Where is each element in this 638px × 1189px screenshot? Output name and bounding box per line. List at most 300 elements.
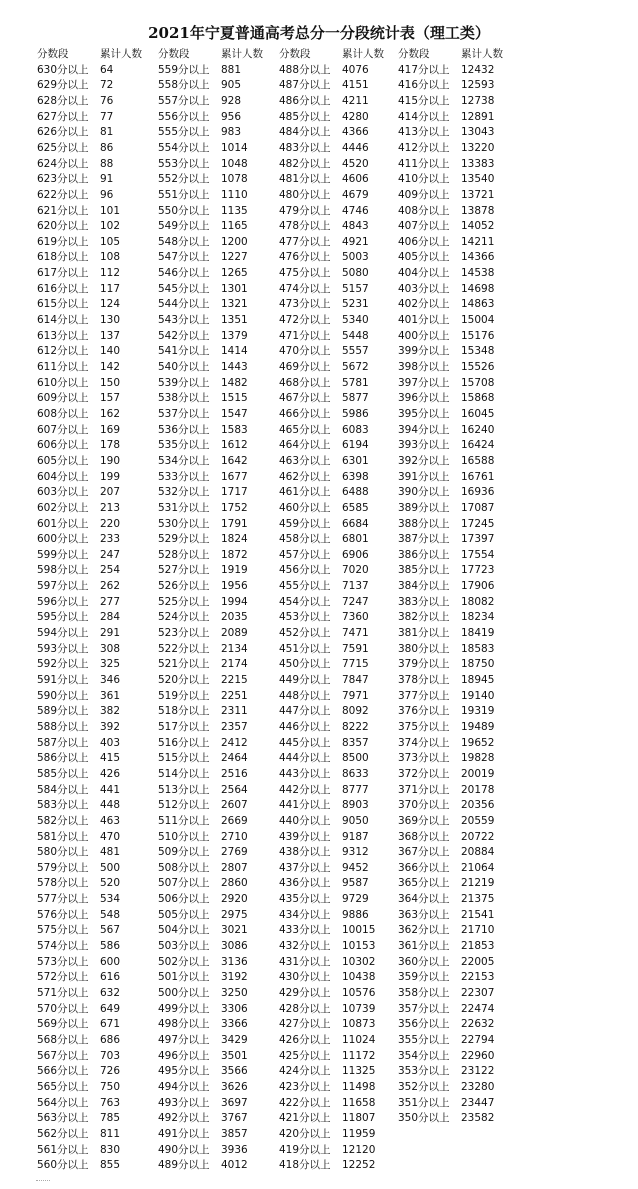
count-cell: 2412 xyxy=(221,736,248,749)
score-cell: 385分以上 xyxy=(398,564,450,577)
count-cell: 4520 xyxy=(342,157,369,170)
count-cell: 190 xyxy=(100,454,121,467)
score-cell: 537分以上 xyxy=(158,407,210,420)
score-cell: 427分以上 xyxy=(279,1018,331,1031)
count-cell: 8500 xyxy=(342,752,369,765)
count-cell: 1078 xyxy=(221,173,248,186)
count-cell: 16045 xyxy=(461,407,495,420)
count-cell: 3136 xyxy=(221,955,248,968)
score-cell: 542分以上 xyxy=(158,329,210,342)
score-cell: 629分以上 xyxy=(37,79,89,92)
score-cell: 460分以上 xyxy=(279,501,331,514)
score-cell: 365分以上 xyxy=(398,877,450,890)
count-cell: 4280 xyxy=(342,110,369,123)
count-cell: 3501 xyxy=(221,1049,248,1062)
score-cell: 521分以上 xyxy=(158,658,210,671)
count-cell: 2860 xyxy=(221,877,248,890)
count-cell: 5231 xyxy=(342,298,369,311)
count-cell: 150 xyxy=(100,376,121,389)
count-cell: 7360 xyxy=(342,611,369,624)
score-cell: 603分以上 xyxy=(37,486,89,499)
score-cell: 592分以上 xyxy=(37,658,89,671)
score-cell: 422分以上 xyxy=(279,1096,331,1109)
count-cell: 19319 xyxy=(461,705,495,718)
score-cell: 522分以上 xyxy=(158,642,210,655)
count-cell: 1048 xyxy=(221,157,248,170)
score-cell: 412分以上 xyxy=(398,141,450,154)
score-cell: 415分以上 xyxy=(398,94,450,107)
score-cell: 590分以上 xyxy=(37,689,89,702)
score-cell: 562分以上 xyxy=(37,1127,89,1140)
score-cell: 477分以上 xyxy=(279,235,331,248)
count-cell: 500 xyxy=(100,861,121,874)
score-cell: 608分以上 xyxy=(37,407,89,420)
count-cell: 5448 xyxy=(342,329,369,342)
count-cell: 785 xyxy=(100,1112,121,1125)
score-cell: 466分以上 xyxy=(279,407,331,420)
count-cell: 19828 xyxy=(461,752,495,765)
score-cell: 621分以上 xyxy=(37,204,89,217)
count-cell: 11658 xyxy=(342,1096,376,1109)
score-cell: 417分以上 xyxy=(398,63,450,76)
score-cell: 384分以上 xyxy=(398,580,450,593)
score-cell: 360分以上 xyxy=(398,955,450,968)
score-cell: 536分以上 xyxy=(158,423,210,436)
score-cell: 424分以上 xyxy=(279,1065,331,1078)
count-cell: 16240 xyxy=(461,423,495,436)
count-cell: 10739 xyxy=(342,1002,376,1015)
count-cell: 4151 xyxy=(342,79,369,92)
score-cell: 614分以上 xyxy=(37,314,89,327)
count-cell: 18750 xyxy=(461,658,495,671)
score-cell: 414分以上 xyxy=(398,110,450,123)
score-cell: 576分以上 xyxy=(37,908,89,921)
header-score: 分数段 xyxy=(398,48,430,60)
score-cell: 439分以上 xyxy=(279,830,331,843)
count-cell: 124 xyxy=(100,298,121,311)
count-cell: 12120 xyxy=(342,1143,376,1156)
count-cell: 703 xyxy=(100,1049,121,1062)
count-cell: 361 xyxy=(100,689,121,702)
score-cell: 375分以上 xyxy=(398,720,450,733)
score-cell: 596分以上 xyxy=(37,595,89,608)
count-cell: 8357 xyxy=(342,736,369,749)
count-cell: 23280 xyxy=(461,1080,495,1093)
count-cell: 1301 xyxy=(221,282,248,295)
count-cell: 96 xyxy=(100,188,114,201)
count-cell: 18945 xyxy=(461,674,495,686)
count-cell: 3366 xyxy=(221,1018,248,1031)
score-cell: 561分以上 xyxy=(37,1143,89,1156)
count-cell: 1351 xyxy=(221,314,248,327)
score-cell: 623分以上 xyxy=(37,173,89,186)
score-cell: 502分以上 xyxy=(158,955,210,968)
count-cell: 1612 xyxy=(221,439,248,452)
count-cell: 392 xyxy=(100,720,121,733)
count-cell: 1135 xyxy=(221,204,248,217)
score-cell: 555分以上 xyxy=(158,126,210,139)
score-cell: 447分以上 xyxy=(279,705,331,718)
count-cell: 108 xyxy=(100,251,121,264)
count-cell: 8092 xyxy=(342,705,369,718)
score-cell: 519分以上 xyxy=(158,689,210,702)
count-cell: 21375 xyxy=(461,893,495,906)
score-cell: 425分以上 xyxy=(279,1049,331,1062)
score-cell: 572分以上 xyxy=(37,971,89,984)
count-cell: 7847 xyxy=(342,674,369,686)
count-cell: 3192 xyxy=(221,971,248,984)
score-cell: 488分以上 xyxy=(279,63,331,76)
count-cell: 6398 xyxy=(342,470,369,483)
count-cell: 671 xyxy=(100,1018,121,1031)
score-cell: 381分以上 xyxy=(398,627,450,640)
count-cell: 6684 xyxy=(342,517,369,530)
score-cell: 607分以上 xyxy=(37,423,89,436)
count-cell: 86 xyxy=(100,141,114,154)
score-cell: 404分以上 xyxy=(398,267,450,280)
score-cell: 605分以上 xyxy=(37,454,89,467)
score-cell: 499分以上 xyxy=(158,1002,210,1015)
score-cell: 350分以上 xyxy=(398,1112,450,1125)
count-cell: 12593 xyxy=(461,79,495,92)
score-cell: 368分以上 xyxy=(398,830,450,843)
count-cell: 16936 xyxy=(461,486,495,499)
count-cell: 3767 xyxy=(221,1112,248,1125)
count-cell: 16424 xyxy=(461,439,495,452)
score-cell: 530分以上 xyxy=(158,517,210,530)
score-cell: 416分以上 xyxy=(398,79,450,92)
score-cell: 405分以上 xyxy=(398,251,450,264)
score-cell: 483分以上 xyxy=(279,141,331,154)
score-cell: 387分以上 xyxy=(398,533,450,546)
count-cell: 7471 xyxy=(342,627,369,640)
count-cell: 21710 xyxy=(461,924,495,937)
score-cell: 524分以上 xyxy=(158,611,210,624)
score-cell: 429分以上 xyxy=(279,987,331,999)
score-cell: 353分以上 xyxy=(398,1065,450,1078)
score-cell: 373分以上 xyxy=(398,752,450,765)
count-cell: 2975 xyxy=(221,908,248,921)
count-cell: 15176 xyxy=(461,329,495,342)
score-cell: 532分以上 xyxy=(158,486,210,499)
score-cell: 493分以上 xyxy=(158,1096,210,1109)
score-cell: 470分以上 xyxy=(279,345,331,358)
count-cell: 325 xyxy=(100,658,121,671)
score-cell: 501分以上 xyxy=(158,971,210,984)
count-cell: 213 xyxy=(100,501,121,514)
count-cell: 19652 xyxy=(461,736,495,749)
count-cell: 1994 xyxy=(221,595,248,608)
count-cell: 22632 xyxy=(461,1018,495,1031)
count-cell: 2251 xyxy=(221,689,248,702)
count-cell: 3566 xyxy=(221,1065,248,1078)
count-cell: 4012 xyxy=(221,1159,248,1172)
score-cell: 518分以上 xyxy=(158,705,210,718)
score-cell: 610分以上 xyxy=(37,376,89,389)
count-cell: 1956 xyxy=(221,580,248,593)
score-cell: 523分以上 xyxy=(158,627,210,640)
score-cell: 374分以上 xyxy=(398,736,450,749)
count-cell: 277 xyxy=(100,595,121,608)
header-count: 累计人数 xyxy=(100,48,142,60)
score-cell: 552分以上 xyxy=(158,173,210,186)
score-cell: 480分以上 xyxy=(279,188,331,201)
score-cell: 563分以上 xyxy=(37,1112,89,1125)
count-cell: 548 xyxy=(100,908,121,921)
score-cell: 600分以上 xyxy=(37,533,89,546)
score-cell: 438分以上 xyxy=(279,846,331,859)
score-cell: 397分以上 xyxy=(398,376,450,389)
count-cell: 4366 xyxy=(342,126,369,139)
score-cell: 454分以上 xyxy=(279,595,331,608)
score-cell: 503分以上 xyxy=(158,940,210,953)
count-cell: 11172 xyxy=(342,1049,376,1062)
count-cell: 905 xyxy=(221,79,242,92)
score-cell: 363分以上 xyxy=(398,908,450,921)
score-cell: 516分以上 xyxy=(158,736,210,749)
score-cell: 357分以上 xyxy=(398,1002,450,1015)
score-cell: 547分以上 xyxy=(158,251,210,264)
count-cell: 17245 xyxy=(461,517,495,530)
score-cell: 428分以上 xyxy=(279,1002,331,1015)
score-cell: 495分以上 xyxy=(158,1065,210,1078)
count-cell: 102 xyxy=(100,220,121,233)
score-cell: 449分以上 xyxy=(279,674,331,686)
score-cell: 458分以上 xyxy=(279,533,331,546)
count-cell: 5003 xyxy=(342,251,369,264)
score-cell: 352分以上 xyxy=(398,1080,450,1093)
score-cell: 513分以上 xyxy=(158,783,210,796)
score-cell: 617分以上 xyxy=(37,267,89,280)
score-cell: 622分以上 xyxy=(37,188,89,201)
score-cell: 598分以上 xyxy=(37,564,89,577)
count-cell: 7020 xyxy=(342,564,369,577)
score-cell: 409分以上 xyxy=(398,188,450,201)
score-cell: 534分以上 xyxy=(158,454,210,467)
count-cell: 11807 xyxy=(342,1112,376,1125)
header-count: 累计人数 xyxy=(342,48,384,60)
count-cell: 763 xyxy=(100,1096,121,1109)
count-cell: 983 xyxy=(221,126,242,139)
count-cell: 9587 xyxy=(342,877,369,890)
score-cell: 505分以上 xyxy=(158,908,210,921)
score-cell: 554分以上 xyxy=(158,141,210,154)
count-cell: 22005 xyxy=(461,955,495,968)
score-cell: 461分以上 xyxy=(279,486,331,499)
score-cell: 388分以上 xyxy=(398,517,450,530)
score-cell: 448分以上 xyxy=(279,689,331,702)
score-cell: 465分以上 xyxy=(279,423,331,436)
count-cell: 2564 xyxy=(221,783,248,796)
count-cell: 3857 xyxy=(221,1127,248,1140)
count-cell: 4446 xyxy=(342,141,369,154)
count-cell: 8903 xyxy=(342,799,369,812)
count-cell: 1200 xyxy=(221,235,248,248)
score-cell: 571分以上 xyxy=(37,987,89,999)
count-cell: 101 xyxy=(100,204,121,217)
count-cell: 220 xyxy=(100,517,121,530)
count-cell: 12432 xyxy=(461,63,495,76)
count-cell: 13878 xyxy=(461,204,495,217)
count-cell: 520 xyxy=(100,877,121,890)
score-cell: 586分以上 xyxy=(37,752,89,765)
score-cell: 606分以上 xyxy=(37,439,89,452)
score-cell: 515分以上 xyxy=(158,752,210,765)
count-cell: 3697 xyxy=(221,1096,248,1109)
score-cell: 517分以上 xyxy=(158,720,210,733)
score-cell: 370分以上 xyxy=(398,799,450,812)
score-cell: 588分以上 xyxy=(37,720,89,733)
score-cell: 382分以上 xyxy=(398,611,450,624)
score-cell: 433分以上 xyxy=(279,924,331,937)
header-score: 分数段 xyxy=(158,48,190,60)
score-cell: 615分以上 xyxy=(37,298,89,311)
score-cell: 525分以上 xyxy=(158,595,210,608)
count-cell: 16588 xyxy=(461,454,495,467)
score-cell: 538分以上 xyxy=(158,392,210,405)
count-cell: 1014 xyxy=(221,141,248,154)
count-cell: 20178 xyxy=(461,783,495,796)
score-cell: 511分以上 xyxy=(158,814,210,827)
score-cell: 526分以上 xyxy=(158,580,210,593)
score-cell: 541分以上 xyxy=(158,345,210,358)
count-cell: 6906 xyxy=(342,548,369,561)
score-cell: 362分以上 xyxy=(398,924,450,937)
count-cell: 2516 xyxy=(221,767,248,780)
count-cell: 2215 xyxy=(221,674,248,686)
score-cell: 567分以上 xyxy=(37,1049,89,1062)
count-cell: 3306 xyxy=(221,1002,248,1015)
score-cell: 578分以上 xyxy=(37,877,89,890)
score-cell: 591分以上 xyxy=(37,674,89,686)
count-cell: 13220 xyxy=(461,141,495,154)
score-cell: 587分以上 xyxy=(37,736,89,749)
count-cell: 15004 xyxy=(461,314,495,327)
score-cell: 487分以上 xyxy=(279,79,331,92)
score-cell: 628分以上 xyxy=(37,94,89,107)
score-cell: 386分以上 xyxy=(398,548,450,561)
count-cell: 23582 xyxy=(461,1112,495,1125)
score-cell: 597分以上 xyxy=(37,580,89,593)
count-cell: 4606 xyxy=(342,173,369,186)
count-cell: 16761 xyxy=(461,470,495,483)
score-cell: 573分以上 xyxy=(37,955,89,968)
count-cell: 18583 xyxy=(461,642,495,655)
count-cell: 8222 xyxy=(342,720,369,733)
count-cell: 15708 xyxy=(461,376,495,389)
score-cell: 506分以上 xyxy=(158,893,210,906)
score-cell: 475分以上 xyxy=(279,267,331,280)
count-cell: 726 xyxy=(100,1065,121,1078)
score-cell: 450分以上 xyxy=(279,658,331,671)
score-cell: 553分以上 xyxy=(158,157,210,170)
count-cell: 1717 xyxy=(221,486,248,499)
count-cell: 284 xyxy=(100,611,121,624)
count-cell: 6801 xyxy=(342,533,369,546)
score-cell: 531分以上 xyxy=(158,501,210,514)
count-cell: 2035 xyxy=(221,611,248,624)
count-cell: 346 xyxy=(100,674,121,686)
score-cell: 471分以上 xyxy=(279,329,331,342)
score-cell: 583分以上 xyxy=(37,799,89,812)
score-cell: 485分以上 xyxy=(279,110,331,123)
count-cell: 1482 xyxy=(221,376,248,389)
score-cell: 459分以上 xyxy=(279,517,331,530)
count-cell: 12738 xyxy=(461,94,495,107)
count-cell: 1110 xyxy=(221,188,248,201)
score-cell: 436分以上 xyxy=(279,877,331,890)
count-cell: 632 xyxy=(100,987,121,999)
count-cell: 4921 xyxy=(342,235,369,248)
score-cell: 564分以上 xyxy=(37,1096,89,1109)
score-cell: 529分以上 xyxy=(158,533,210,546)
count-cell: 22474 xyxy=(461,1002,495,1015)
score-cell: 359分以上 xyxy=(398,971,450,984)
count-cell: 2134 xyxy=(221,642,248,655)
count-cell: 13540 xyxy=(461,173,495,186)
score-cell: 589分以上 xyxy=(37,705,89,718)
page-edge-mark xyxy=(36,1180,50,1184)
score-cell: 476分以上 xyxy=(279,251,331,264)
score-cell: 401分以上 xyxy=(398,314,450,327)
count-cell: 750 xyxy=(100,1080,121,1093)
score-cell: 481分以上 xyxy=(279,173,331,186)
count-cell: 7715 xyxy=(342,658,369,671)
count-cell: 17087 xyxy=(461,501,495,514)
score-cell: 550分以上 xyxy=(158,204,210,217)
count-cell: 9312 xyxy=(342,846,369,859)
count-cell: 448 xyxy=(100,799,121,812)
score-cell: 366分以上 xyxy=(398,861,450,874)
count-cell: 262 xyxy=(100,580,121,593)
count-cell: 11325 xyxy=(342,1065,376,1078)
count-cell: 7971 xyxy=(342,689,369,702)
score-cell: 354分以上 xyxy=(398,1049,450,1062)
count-cell: 233 xyxy=(100,533,121,546)
count-cell: 14538 xyxy=(461,267,495,280)
count-cell: 12891 xyxy=(461,110,495,123)
score-cell: 445分以上 xyxy=(279,736,331,749)
count-cell: 3429 xyxy=(221,1033,248,1046)
count-cell: 22153 xyxy=(461,971,495,984)
score-cell: 434分以上 xyxy=(279,908,331,921)
score-cell: 548分以上 xyxy=(158,235,210,248)
count-cell: 21541 xyxy=(461,908,495,921)
count-cell: 14698 xyxy=(461,282,495,295)
count-cell: 11024 xyxy=(342,1033,376,1046)
score-cell: 444分以上 xyxy=(279,752,331,765)
count-cell: 72 xyxy=(100,79,114,92)
score-cell: 560分以上 xyxy=(37,1159,89,1172)
count-cell: 463 xyxy=(100,814,121,827)
count-cell: 415 xyxy=(100,752,121,765)
score-cell: 539分以上 xyxy=(158,376,210,389)
score-cell: 361分以上 xyxy=(398,940,450,953)
count-cell: 10576 xyxy=(342,987,376,999)
count-cell: 76 xyxy=(100,94,114,107)
count-cell: 88 xyxy=(100,157,114,170)
count-cell: 382 xyxy=(100,705,121,718)
score-cell: 579分以上 xyxy=(37,861,89,874)
count-cell: 1414 xyxy=(221,345,248,358)
count-cell: 956 xyxy=(221,110,242,123)
count-cell: 11959 xyxy=(342,1127,376,1140)
score-cell: 398分以上 xyxy=(398,361,450,373)
count-cell: 1443 xyxy=(221,361,248,373)
count-cell: 4679 xyxy=(342,188,369,201)
count-cell: 142 xyxy=(100,361,121,373)
score-cell: 624分以上 xyxy=(37,157,89,170)
